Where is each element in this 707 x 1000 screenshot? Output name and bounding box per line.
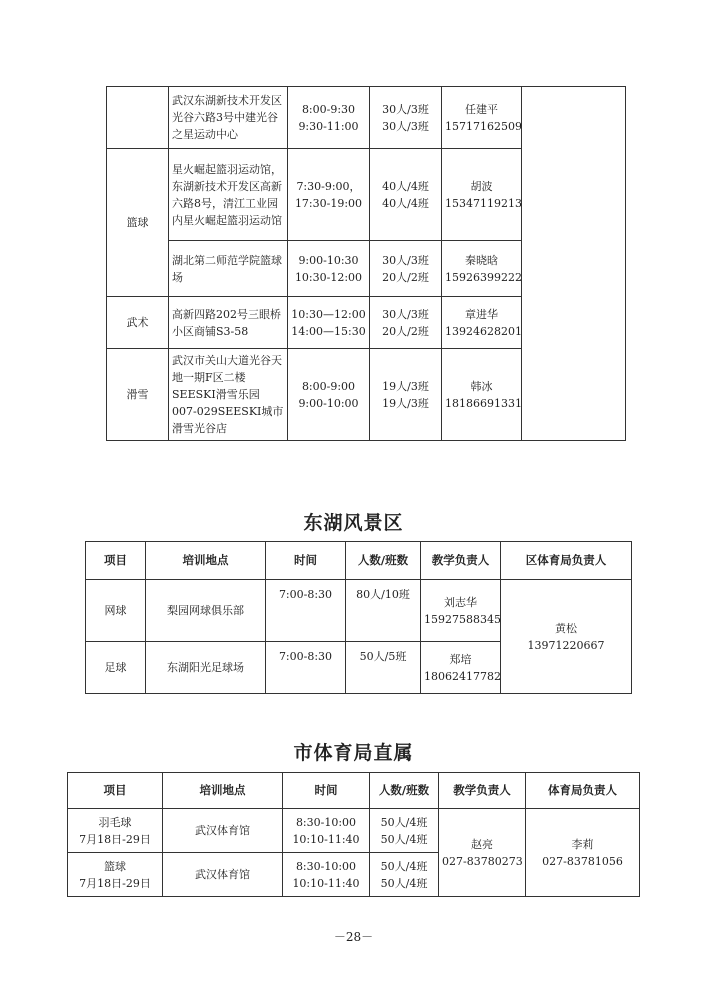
project-cell: 网球 <box>86 580 146 642</box>
location-cell: 高新四路202号三眼桥小区商铺S3-58 <box>169 297 288 349</box>
classes-cell: 30人/3班 20人/2班 <box>370 297 442 349</box>
table-row <box>107 87 626 149</box>
header-bureau-contact: 区体育局负责人 <box>501 542 632 580</box>
bureau-contact-cell: 李莉 027-83781056 <box>526 809 640 897</box>
location-cell: 武汉市关山大道光谷天地一期F区二楼SEESKI滑雪乐园007-029SEESKI城市滑雪光谷店 <box>169 349 288 441</box>
header-classes: 人数/班数 <box>346 542 421 580</box>
header-time: 时间 <box>283 773 370 809</box>
contact-cell: 任建平 15717162509 <box>442 87 522 149</box>
time-cell: 7:30-9:00， 17:30-19:00 <box>288 149 370 241</box>
classes-cell: 30人/3班 30人/3班 <box>370 87 442 149</box>
location-cell: 武汉东湖新技术开发区光谷六路3号中建光谷之星运动中心 <box>169 87 288 149</box>
classes-cell: 50人/4班 50人/4班 <box>370 809 439 853</box>
location-cell: 东湖阳光足球场 <box>146 642 266 694</box>
location-cell: 星火崛起篮羽运动馆，东湖新技术开发区高新六路8号，清江工业园内星火崛起篮羽运动馆 <box>169 149 288 241</box>
page-number: －28－ <box>333 930 374 944</box>
header-teaching-contact: 教学负责人 <box>421 542 501 580</box>
contact-cell: 秦晓晗 15926399222 <box>442 241 522 297</box>
table-header-row <box>86 542 632 580</box>
time-cell: 8:30-10:00 10:10-11:40 <box>283 809 370 853</box>
project-cell: 羽毛球 7月18日-29日 <box>68 809 163 853</box>
header-location: 培训地点 <box>163 773 283 809</box>
location-cell: 湖北第二师范学院篮球场 <box>169 241 288 297</box>
contact-cell: 郑培 18062417782 <box>421 642 501 694</box>
section-title-donghu: 东湖风景区 <box>303 512 404 534</box>
time-cell: 8:00-9:30 9:30-11:00 <box>288 87 370 149</box>
location-cell: 梨园网球俱乐部 <box>146 580 266 642</box>
table-city-bureau <box>67 772 640 897</box>
classes-cell: 50人/4班 50人/4班 <box>370 853 439 897</box>
contact-cell: 赵亮 027-83780273 <box>439 809 526 897</box>
time-cell: 10:30—12:00 14:00—15:30 <box>288 297 370 349</box>
classes-cell: 80人/10班 <box>346 580 421 642</box>
header-project: 项目 <box>68 773 163 809</box>
time-cell: 9:00-10:30 10:30-12:00 <box>288 241 370 297</box>
bureau-contact-cell <box>522 87 626 441</box>
contact-cell: 胡波 15347119213 <box>442 149 522 241</box>
project-cell <box>107 87 169 149</box>
header-teaching-contact: 教学负责人 <box>439 773 526 809</box>
project-cell: 篮球 <box>107 149 169 297</box>
header-bureau-contact: 体育局负责人 <box>526 773 640 809</box>
header-project: 项目 <box>86 542 146 580</box>
section-title-city-bureau: 市体育局直属 <box>293 742 414 764</box>
project-cell: 滑雪 <box>107 349 169 441</box>
project-cell: 篮球 7月18日-29日 <box>68 853 163 897</box>
contact-cell: 韩冰 18186691331 <box>442 349 522 441</box>
contact-cell: 章进华 13924628201 <box>442 297 522 349</box>
header-location: 培训地点 <box>146 542 266 580</box>
classes-cell: 19人/3班 19人/3班 <box>370 349 442 441</box>
project-cell: 足球 <box>86 642 146 694</box>
project-cell: 武术 <box>107 297 169 349</box>
time-cell: 8:00-9:00 9:00-10:00 <box>288 349 370 441</box>
table-row <box>86 580 632 642</box>
time-cell: 8:30-10:00 10:10-11:40 <box>283 853 370 897</box>
location-cell: 武汉体育馆 <box>163 853 283 897</box>
header-classes: 人数/班数 <box>370 773 439 809</box>
location-cell: 武汉体育馆 <box>163 809 283 853</box>
table-donghu <box>85 541 632 694</box>
classes-cell: 40人/4班 40人/4班 <box>370 149 442 241</box>
table-row <box>68 809 640 853</box>
table-header-row <box>68 773 640 809</box>
time-cell: 7:00-8:30 <box>266 642 346 694</box>
contact-cell: 刘志华 15927588345 <box>421 580 501 642</box>
header-time: 时间 <box>266 542 346 580</box>
bureau-contact-cell: 黄松 13971220667 <box>501 580 632 694</box>
time-cell: 7:00-8:30 <box>266 580 346 642</box>
classes-cell: 50人/5班 <box>346 642 421 694</box>
table-continued <box>106 86 626 441</box>
classes-cell: 30人/3班 20人/2班 <box>370 241 442 297</box>
